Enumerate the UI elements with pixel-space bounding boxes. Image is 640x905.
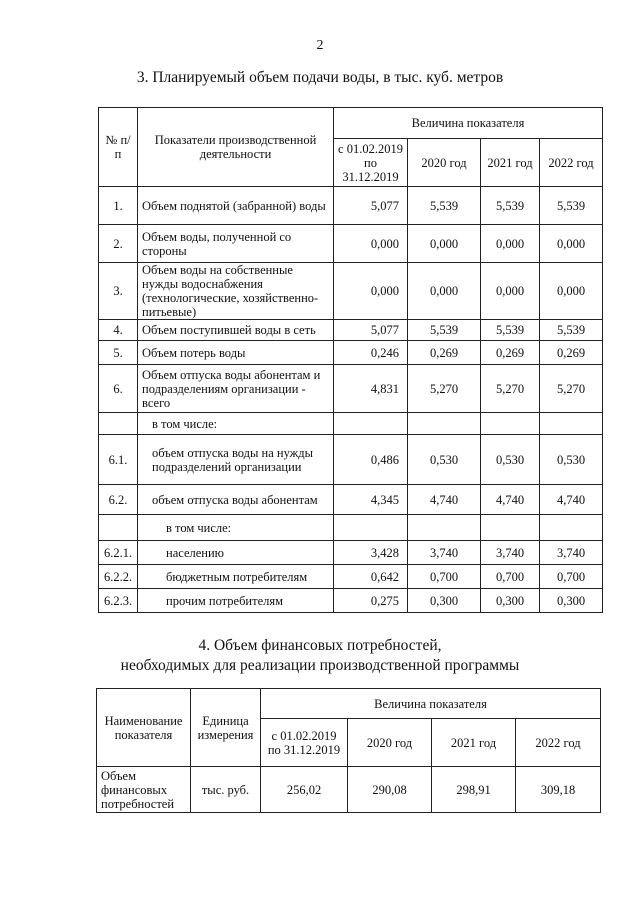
row-value: 0,486 [334, 435, 408, 485]
header-unit: Единица измерения [191, 689, 261, 767]
header-period: 2020 год [348, 719, 432, 767]
row-value: 0,269 [408, 341, 481, 365]
row-value: 5,539 [408, 187, 481, 225]
table-row [99, 541, 603, 565]
header-period: 2022 год [540, 139, 603, 187]
row-value: 4,345 [334, 485, 408, 515]
row-num: 6.2. [99, 485, 138, 515]
row-value [540, 515, 603, 541]
row-name: Объем поступившей воды в сеть [138, 320, 334, 341]
row-num [99, 515, 138, 541]
row-value: 0,700 [408, 565, 481, 589]
section-4-title-line1: 4. Объем финансовых потребностей, [198, 637, 442, 654]
row-num: 6.1. [99, 435, 138, 485]
row-name: Объем воды на собственные нужды водоснабжения (технологические, хозяйственно-питьевые) [138, 263, 334, 320]
row-value: 0,275 [334, 589, 408, 613]
row-value: 0,300 [408, 589, 481, 613]
row-value: 0,000 [540, 225, 603, 263]
row-value: 0,269 [481, 341, 540, 365]
table-row [99, 341, 603, 365]
table-row [99, 515, 603, 541]
row-value [481, 515, 540, 541]
header-value-group: Величина показателя [261, 689, 601, 719]
row-name: объем отпуска воды абонентам [138, 485, 334, 515]
row-name: Объем воды, полученной со стороны [138, 225, 334, 263]
row-value: 0,700 [481, 565, 540, 589]
row-value: 4,740 [408, 485, 481, 515]
row-name: в том числе: [138, 515, 334, 541]
table-row [99, 365, 603, 413]
row-name: прочим потребителям [138, 589, 334, 613]
header-indicator: Показатели производственной деятельности [138, 108, 334, 187]
header-period: 2021 год [481, 139, 540, 187]
row-value: 5,270 [408, 365, 481, 413]
row-value: 5,539 [540, 320, 603, 341]
row-value: 0,000 [540, 263, 603, 320]
row-name: Объем поднятой (забранной) воды [138, 187, 334, 225]
row-value: 0,300 [481, 589, 540, 613]
row-value: 3,740 [481, 541, 540, 565]
header-period: 2021 год [432, 719, 516, 767]
row-value [408, 515, 481, 541]
water-supply-table [98, 107, 603, 613]
row-value [540, 413, 603, 435]
row-value: 4,831 [334, 365, 408, 413]
row-value: 3,740 [408, 541, 481, 565]
row-value: 0,642 [334, 565, 408, 589]
row-value [481, 413, 540, 435]
row-value: 0,000 [481, 263, 540, 320]
row-name: Объем потерь воды [138, 341, 334, 365]
header-value-group: Величина показателя [334, 108, 603, 139]
row-value [408, 413, 481, 435]
row-value: 3,740 [540, 541, 603, 565]
row-value: 5,077 [334, 320, 408, 341]
row-name: Объем финансовых потребностей [97, 767, 191, 813]
table-row [99, 187, 603, 225]
table-row [99, 320, 603, 341]
row-value: 0,700 [540, 565, 603, 589]
row-name: объем отпуска воды на нужды подразделений организации [138, 435, 334, 485]
row-num [99, 413, 138, 435]
section-3-title: 3. Планируемый объем подачи воды, в тыс. куб. метров [136, 69, 504, 86]
row-value: 5,539 [481, 320, 540, 341]
row-num: 1. [99, 187, 138, 225]
row-value: 298,91 [432, 767, 516, 813]
header-period: 2022 год [516, 719, 601, 767]
row-unit: тыс. руб. [191, 767, 261, 813]
row-num: 2. [99, 225, 138, 263]
financial-needs-table [96, 688, 601, 813]
row-value: 4,740 [540, 485, 603, 515]
table-row [99, 589, 603, 613]
row-num: 6.2.2. [99, 565, 138, 589]
row-name: Объем отпуска воды абонентам и подразделениям организации - всего [138, 365, 334, 413]
row-value: 5,539 [481, 187, 540, 225]
row-num: 3. [99, 263, 138, 320]
row-num: 6. [99, 365, 138, 413]
section-4-title-line2: необходимых для реализации производственной программы [120, 657, 520, 674]
row-value: 256,02 [261, 767, 348, 813]
row-num: 4. [99, 320, 138, 341]
row-value: 0,530 [540, 435, 603, 485]
row-num: 6.2.3. [99, 589, 138, 613]
header-period: 2020 год [408, 139, 481, 187]
section-4-title [0, 636, 640, 676]
row-value: 0,000 [481, 225, 540, 263]
row-name: населению [138, 541, 334, 565]
row-value: 5,539 [540, 187, 603, 225]
table-row [99, 435, 603, 485]
table-row [99, 485, 603, 515]
table-row [99, 413, 603, 435]
row-value: 3,428 [334, 541, 408, 565]
table-row [99, 263, 603, 320]
row-value: 0,000 [334, 225, 408, 263]
row-value: 0,530 [481, 435, 540, 485]
row-value: 290,08 [348, 767, 432, 813]
header-num: № п/п [99, 108, 138, 187]
page-number: 2 [316, 38, 324, 53]
row-value: 0,269 [540, 341, 603, 365]
row-num: 6.2.1. [99, 541, 138, 565]
row-value: 5,539 [408, 320, 481, 341]
row-value: 0,000 [408, 225, 481, 263]
row-value: 0,000 [334, 263, 408, 320]
row-value: 0,246 [334, 341, 408, 365]
table-row [99, 565, 603, 589]
row-value: 309,18 [516, 767, 601, 813]
header-period: с 01.02.2019 по 31.12.2019 [261, 719, 348, 767]
row-num: 5. [99, 341, 138, 365]
row-value [334, 413, 408, 435]
row-name: бюджетным потребителям [138, 565, 334, 589]
row-value: 4,740 [481, 485, 540, 515]
header-name: Наименование показателя [97, 689, 191, 767]
row-value: 5,077 [334, 187, 408, 225]
header-period: с 01.02.2019 по 31.12.2019 [334, 139, 408, 187]
row-value: 0,530 [408, 435, 481, 485]
row-value: 5,270 [540, 365, 603, 413]
row-value [334, 515, 408, 541]
table-row [97, 767, 601, 813]
row-value: 0,300 [540, 589, 603, 613]
row-name: в том числе: [138, 413, 334, 435]
row-value: 0,000 [408, 263, 481, 320]
table-row [99, 225, 603, 263]
row-value: 5,270 [481, 365, 540, 413]
